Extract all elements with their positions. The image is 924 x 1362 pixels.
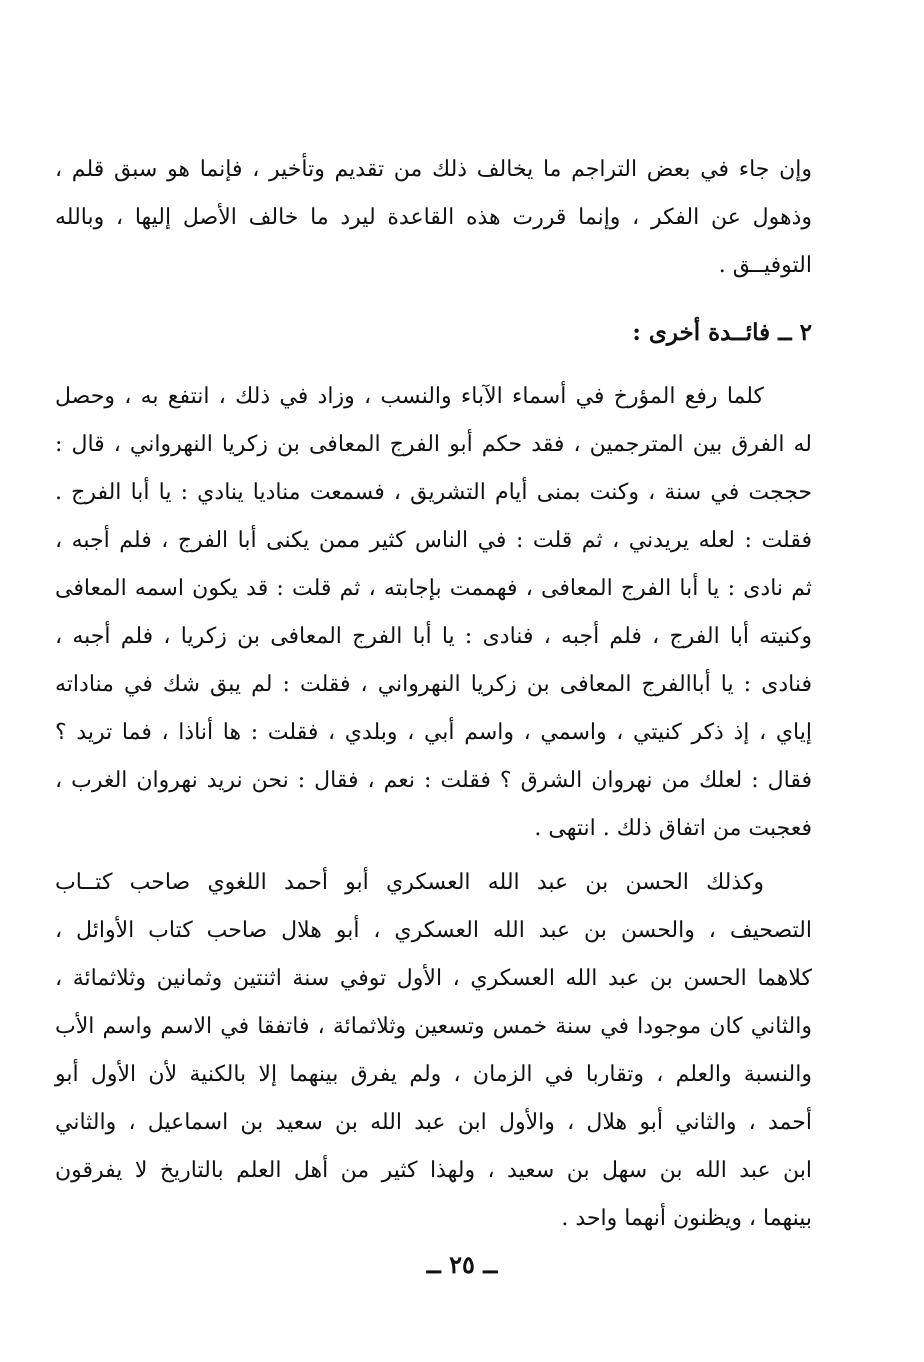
paragraph3-line-7: ابن عبد الله بن سهل بن سعيد ، ولهذا كثير من أهل العلم بالتاريخ لا يفرقون <box>55 1158 813 1183</box>
paragraph2-line-8: إياي ، إذ ذكر كنيتي ، واسمي ، واسم أبي ، وبلدي ، فقلت : ها أناذا ، فما تريد ؟ <box>55 720 812 745</box>
section-heading: ٢ ــ فائــدة أخرى : <box>632 319 812 346</box>
paragraph2-line-7: فنادى : يا أباالفرج المعافى بن زكريا النهرواني ، فقلت : لم يبق شك في مناداته <box>55 672 812 697</box>
paragraph2-line-4: فقلت : لعله يريدني ، ثم قلت : في الناس كثير ممن يكنى أبا الفرج ، فلم أجبه ، <box>55 528 812 553</box>
paragraph2-line-10: فعجبت من اتفاق ذلك . انتهى . <box>534 816 812 841</box>
paragraph1-line-2: وذهول عن الفكر ، وإنما قررت هذه القاعدة ليرد ما خالف الأصل إليها ، وبالله <box>55 205 812 230</box>
paragraph2-line-3: حججت في سنة ، وكنت بمنى أيام التشريق ، فسمعت مناديا ينادي : يا أبا الفرج . <box>55 480 812 505</box>
paragraph2-line-5: ثم نادى : يا أبا الفرج المعافى ، فهممت بإجابته ، ثم قلت : قد يكون اسمه المعافى <box>55 576 812 601</box>
paragraph2-line-9: فقال : لعلك من نهروان الشرق ؟ فقلت : نعم ، فقال : نحن نريد نهروان الغرب ، <box>55 768 812 793</box>
paragraph1-line-1: وإن جاء في بعض التراجم ما يخالف ذلك من تقديم وتأخير ، فإنما هو سبق قلم ، <box>55 157 812 182</box>
page-number: ــ ٢٥ ــ <box>426 1250 498 1279</box>
paragraph3-line-8: بينهما ، ويظنون أنهما واحد . <box>561 1206 812 1231</box>
paragraph3-line-4: والثاني كان موجودا في سنة خمس وتسعين وثلاثمائة ، فاتفقا في الاسم واسم الأب <box>55 1014 812 1039</box>
paragraph2-line-2: له الفرق بين المترجمين ، فقد حكم أبو الفرج المعافى بن زكريا النهرواني ، قال : <box>55 432 812 457</box>
paragraph3-line-2: التصحيف ، والحسن بن عبد الله العسكري ، أبو هلال صاحب كتاب الأوائل ، <box>55 918 812 943</box>
paragraph2-line-6: وكنيته أبا الفرج ، فلم أجبه ، فنادى : يا أبا الفرج المعافى بن زكريا ، فلم أجبه ، <box>55 624 812 649</box>
paragraph3-line-5: والنسبة والعلم ، وتقاربا في الزمان ، ولم يفرق بينهما إلا بالكنية لأن الأول أبو <box>55 1062 812 1087</box>
paragraph1-line-3: التوفيــق . <box>718 253 812 278</box>
paragraph3-line-3: كلاهما الحسن بن عبد الله العسكري ، الأول توفي سنة اثنتين وثمانين وثلاثمائة ، <box>55 966 812 991</box>
paragraph3-line-6: أحمد ، والثاني أبو هلال ، والأول ابن عبد الله بن سعيد بن اسماعيل ، والثاني <box>55 1110 812 1135</box>
paragraph3-line-1: وكذلك الحسن بن عبد الله العسكري أبو أحمد اللغوي صاحب كتــاب <box>55 870 764 895</box>
paragraph2-line-1: كلما رفع المؤرخ في أسماء الآباء والنسب ، وزاد في ذلك ، انتفع به ، وحصل <box>55 384 764 409</box>
